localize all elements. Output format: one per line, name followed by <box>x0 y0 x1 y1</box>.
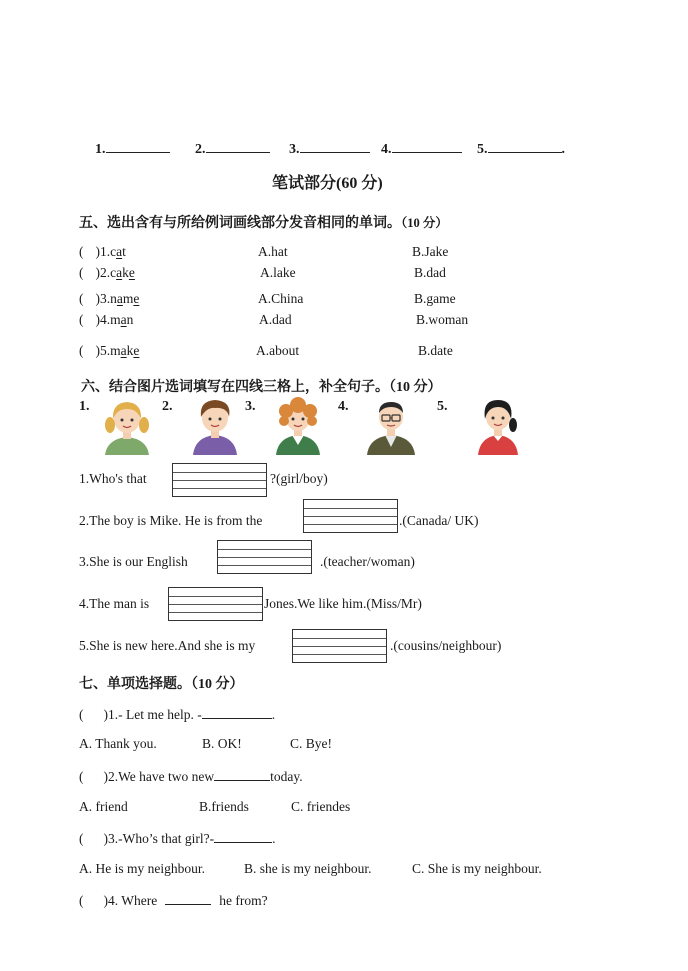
mc-question-1 <box>79 706 275 723</box>
sec5-item-4 <box>79 312 133 328</box>
answer-blank[interactable] <box>214 830 272 843</box>
paren-open: ( <box>79 244 84 259</box>
sec5-item-2 <box>79 265 135 281</box>
item-number: )2. <box>95 265 111 280</box>
answer-blank-5[interactable] <box>488 140 562 153</box>
question-stem: )1.- Let me help. - <box>103 707 202 722</box>
sentence-1-after: ?(girl/boy) <box>270 471 328 486</box>
sentence-5-after: .(cousins/neighbour) <box>390 638 502 653</box>
woman-curly-hair-picture <box>268 395 328 455</box>
pic-number-5: 5. <box>437 399 448 414</box>
sec5-item-5-option-b: B.date <box>418 343 453 358</box>
answer-blanks-row <box>95 140 579 158</box>
q3-option-a: A. He is my neighbour. <box>79 861 205 876</box>
girl-blonde-picture <box>97 395 157 455</box>
underlined-letter: a <box>116 291 123 306</box>
paren-open: ( <box>79 769 84 784</box>
sec5-item-1 <box>79 244 126 260</box>
answer-label-2: 2. <box>195 142 206 157</box>
fourline-box-3[interactable] <box>217 540 312 574</box>
pic-number-2: 2. <box>162 399 173 414</box>
question-end: he from? <box>219 893 268 908</box>
sentence-2-after: .(Canada/ UK) <box>399 513 479 528</box>
underlined-letter: e <box>128 265 135 280</box>
sec5-item-3-option-a: A.China <box>258 291 304 306</box>
answer-blank[interactable] <box>214 768 270 781</box>
paren-open: ( <box>79 291 84 306</box>
word-part: k <box>122 265 129 280</box>
mc-question-2 <box>79 768 303 785</box>
pic-number-3: 3. <box>245 399 256 414</box>
answer-blank-2[interactable] <box>206 140 270 153</box>
item-number: )3. <box>95 291 111 306</box>
item-number: )5. <box>95 343 111 358</box>
q2-option-b: B.friends <box>199 799 249 814</box>
sec5-item-4-option-a: A.dad <box>259 312 292 327</box>
section6-title: 六、结合图片选词填写在四线三格上，补全句子。（10 分） <box>81 380 442 395</box>
q2-option-a: A. friend <box>79 799 128 814</box>
underlined-letter: a <box>116 265 123 280</box>
underlined-letter: a <box>120 343 127 358</box>
answer-blank-1[interactable] <box>106 140 170 153</box>
section7-title: 七、单项选择题。（10 分） <box>79 677 244 692</box>
mc-question-4 <box>79 892 268 909</box>
sentence-2-before: 2.The boy is Mike. He is from the <box>79 513 263 528</box>
item-number: )4. <box>95 312 111 327</box>
word-part: m <box>122 291 134 306</box>
sentence-3-before: 3.She is our English <box>79 554 188 569</box>
section5-title <box>79 212 448 232</box>
man-glasses-picture <box>361 395 421 455</box>
sentence-1-before: 1.Who's that <box>79 471 147 486</box>
paren-open: ( <box>79 707 84 722</box>
sec5-item-5 <box>79 343 139 359</box>
question-end: today. <box>270 769 303 784</box>
q1-option-a: A. Thank you. <box>79 736 157 751</box>
answer-blank-3[interactable] <box>300 140 370 153</box>
sec5-item-5-option-a: A.about <box>256 343 300 358</box>
answer-blank[interactable] <box>165 892 211 905</box>
fourline-box-1[interactable] <box>172 463 267 497</box>
section5-title-text: 五、选出含有与所给例词画线部分发音相同的单词。 <box>79 216 401 231</box>
sec5-item-3-option-b: B.game <box>414 291 456 306</box>
answer-label-5: 5. <box>477 142 488 157</box>
paren-open: ( <box>79 265 84 280</box>
q3-option-c: C. She is my neighbour. <box>412 861 542 876</box>
sentence-4-before: 4.The man is <box>79 596 150 611</box>
underlined-letter: a <box>116 244 123 259</box>
fourline-box-5[interactable] <box>292 629 387 663</box>
pic-number-1: 1. <box>79 399 90 414</box>
section5-score: （10 分） <box>401 216 448 230</box>
word-part: m <box>110 312 121 327</box>
answer-label-3: 3. <box>289 142 300 157</box>
sec5-item-1-option-b: B.Jake <box>412 244 449 259</box>
girl-black-hair-picture <box>468 395 528 455</box>
sec5-item-2-option-b: B.dad <box>414 265 446 280</box>
underlined-letter: a <box>120 312 127 327</box>
question-stem: )3.-Who’s that girl?- <box>103 831 215 846</box>
answer-blank-4[interactable] <box>392 140 462 153</box>
word-part: m <box>110 343 121 358</box>
sentence-5-before: 5.She is new here.And she is my <box>79 638 256 653</box>
fourline-box-2[interactable] <box>303 499 398 533</box>
paren-open: ( <box>79 312 84 327</box>
boy-brown-hair-picture <box>185 395 245 455</box>
paren-open: ( <box>79 831 84 846</box>
sec5-item-2-option-a: A.lake <box>260 265 296 280</box>
sec5-item-4-option-b: B.woman <box>416 312 469 327</box>
underlined-letter: e <box>133 343 140 358</box>
q3-option-b: B. she is my neighbour. <box>244 861 372 876</box>
question-end: . <box>272 831 276 846</box>
sentence-3-after: .(teacher/woman) <box>320 554 415 569</box>
answer-label-1: 1. <box>95 142 106 157</box>
question-end: . <box>271 707 276 722</box>
item-number: )1. <box>95 244 111 259</box>
word-part: c <box>110 265 117 280</box>
written-part-title: 笔试部分(60 分) <box>272 175 383 192</box>
fourline-box-4[interactable] <box>168 587 263 621</box>
word-part: t <box>122 244 126 259</box>
question-stem: )4. Where <box>103 893 158 908</box>
paren-open: ( <box>79 343 84 358</box>
q1-option-c: C. Bye! <box>290 736 332 751</box>
sec5-item-1-option-a: A.hat <box>258 244 288 259</box>
word-part: n <box>126 312 134 327</box>
paren-open: ( <box>79 893 84 908</box>
answer-label-4: 4. <box>381 142 392 157</box>
pic-number-4: 4. <box>338 399 349 414</box>
word-part: n <box>110 291 117 306</box>
answer-row-end: . <box>561 142 565 157</box>
sec5-item-3 <box>79 291 139 307</box>
q1-option-b: B. OK! <box>202 736 242 751</box>
sentence-4-after: Jones.We like him.(Miss/Mr) <box>264 596 422 611</box>
word-part: c <box>110 244 117 259</box>
word-part: k <box>126 343 134 358</box>
question-stem: )2.We have two new <box>103 769 215 784</box>
mc-question-3 <box>79 830 275 847</box>
underlined-letter: e <box>133 291 140 306</box>
answer-blank[interactable] <box>202 706 272 719</box>
q2-option-c: C. friendes <box>291 799 351 814</box>
